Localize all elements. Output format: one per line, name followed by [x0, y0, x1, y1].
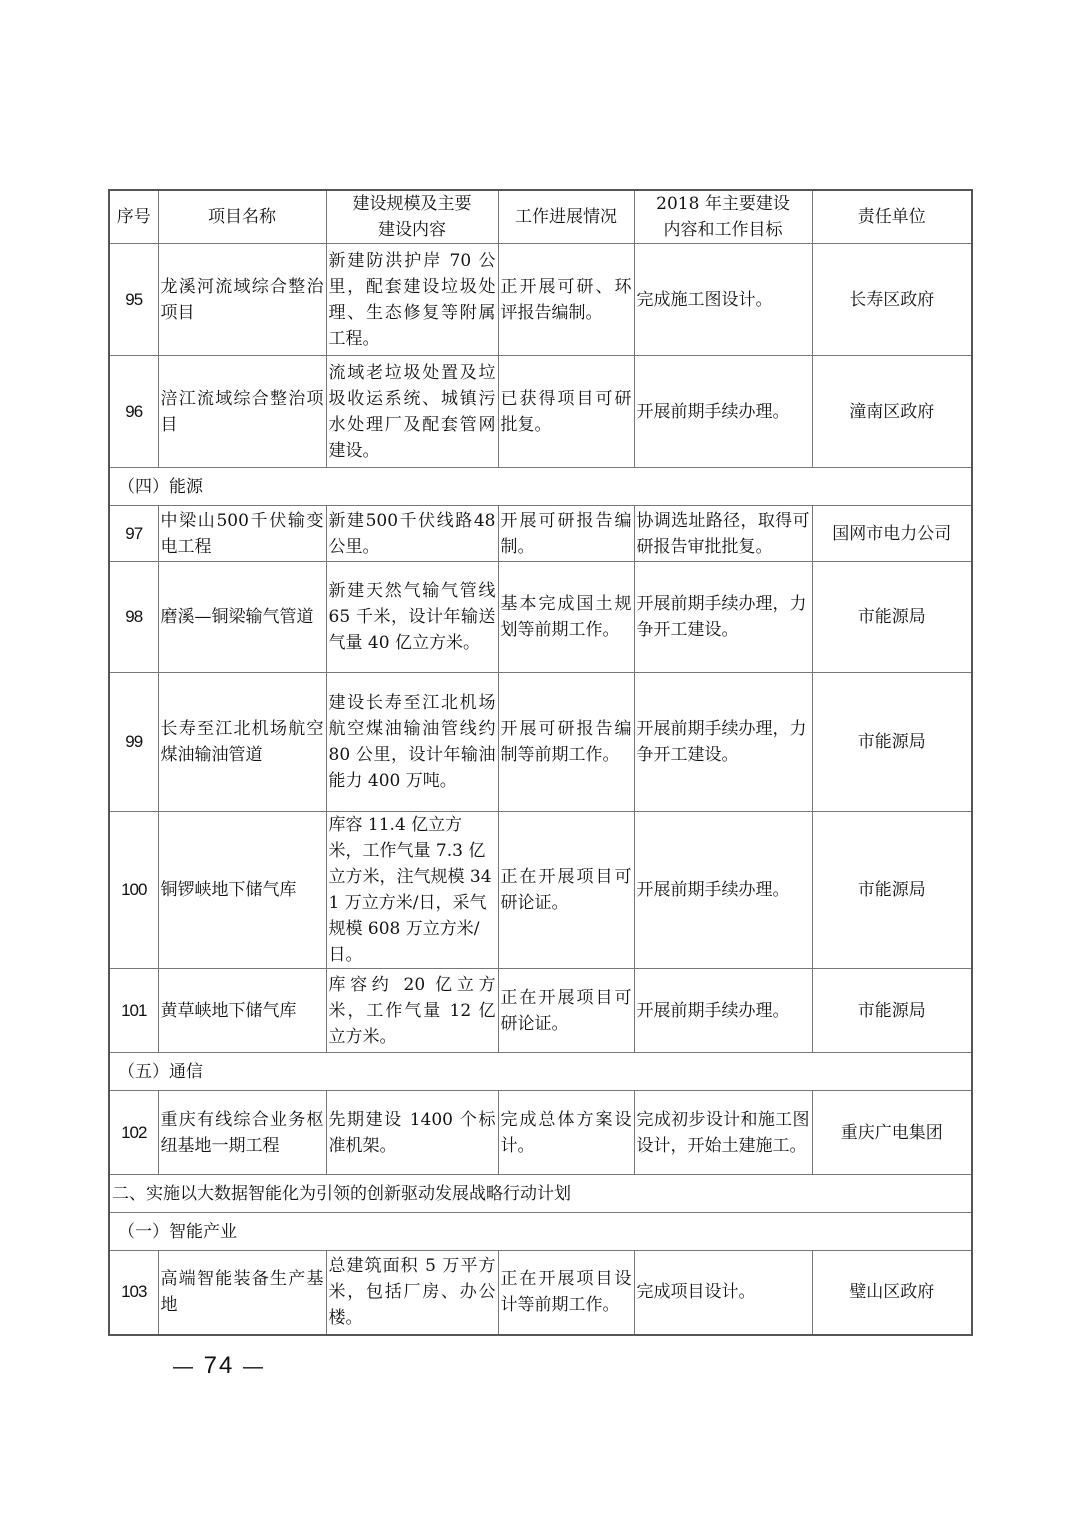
- row-scale: 新建天然气输气管线 65 千米，设计年输送气量 40 亿立方米。: [326, 562, 498, 673]
- row-target: 开展前期手续办理。: [634, 969, 812, 1053]
- header-name: 项目名称: [158, 190, 326, 244]
- project-table: [108, 189, 973, 1336]
- row-target: 协调选址路径，取得可研报告审批批复。: [634, 506, 812, 562]
- row-name: 磨溪—铜梁输气管道: [158, 562, 326, 673]
- row-scale: 库容约 20 亿立方米，工作气量 12 亿立方米。: [326, 969, 498, 1053]
- row-no: 103: [109, 1251, 158, 1335]
- row-target: 开展前期手续办理，力争开工建设。: [634, 673, 812, 812]
- footer-dash-left: —: [173, 1356, 195, 1378]
- table-row: [109, 244, 972, 356]
- row-scale: 先期建设 1400 个标准机架。: [326, 1091, 498, 1175]
- row-unit: 璧山区政府: [812, 1251, 972, 1335]
- row-no: 98: [109, 562, 158, 673]
- row-progress: 开展可研报告编制。: [498, 506, 634, 562]
- section-energy: （四）能源: [109, 468, 972, 506]
- row-unit: 重庆广电集团: [812, 1091, 972, 1175]
- row-progress: 正在开展项目可研论证。: [498, 969, 634, 1053]
- row-no: 95: [109, 244, 158, 356]
- row-target: 完成初步设计和施工图设计，开始土建施工。: [634, 1091, 812, 1175]
- row-target: 完成施工图设计。: [634, 244, 812, 356]
- row-no: 96: [109, 356, 158, 468]
- row-target: 完成项目设计。: [634, 1251, 812, 1335]
- row-name: 黄草峡地下储气库: [158, 969, 326, 1053]
- row-no: 102: [109, 1091, 158, 1175]
- row-name: 中梁山500千伏输变电工程: [158, 506, 326, 562]
- row-unit: 国网市电力公司: [812, 506, 972, 562]
- table-row: [109, 506, 972, 562]
- table-row: [109, 1251, 972, 1335]
- major-section-row: [109, 1175, 972, 1213]
- row-unit: 市能源局: [812, 673, 972, 812]
- row-name: 高端智能装备生产基地: [158, 1251, 326, 1335]
- row-scale: 新建防洪护岸 70 公里，配套建设垃圾处理、生态修复等附属工程。: [326, 244, 498, 356]
- section-row: [109, 1213, 972, 1251]
- row-name: 重庆有线综合业务枢纽基地一期工程: [158, 1091, 326, 1175]
- row-name: 龙溪河流域综合整治项目: [158, 244, 326, 356]
- row-scale: 流域老垃圾处置及垃圾收运系统、城镇污水处理厂及配套管网建设。: [326, 356, 498, 468]
- header-scale: 建设规模及主要 建设内容: [326, 190, 498, 244]
- row-unit: 长寿区政府: [812, 244, 972, 356]
- row-unit: 市能源局: [812, 969, 972, 1053]
- row-progress: 正在开展项目可研论证。: [498, 812, 634, 969]
- row-no: 100: [109, 812, 158, 969]
- page-number: 74: [203, 1352, 235, 1379]
- row-progress: 正在开展项目设计等前期工作。: [498, 1251, 634, 1335]
- row-progress: 基本完成国土规划等前期工作。: [498, 562, 634, 673]
- row-no: 99: [109, 673, 158, 812]
- row-progress: 正开展可研、环评报告编制。: [498, 244, 634, 356]
- row-target: 开展前期手续办理，力争开工建设。: [634, 562, 812, 673]
- row-target: 开展前期手续办理。: [634, 356, 812, 468]
- footer-dash-right: —: [243, 1356, 266, 1378]
- row-no: 101: [109, 969, 158, 1053]
- table-row: [109, 356, 972, 468]
- header-target: 2018 年主要建设 内容和工作目标: [634, 190, 812, 244]
- section-telecom: （五）通信: [109, 1053, 972, 1091]
- table-row: [109, 969, 972, 1053]
- row-name: 涪江流域综合整治项目: [158, 356, 326, 468]
- row-name: 铜锣峡地下储气库: [158, 812, 326, 969]
- header-no: 序号: [109, 190, 158, 244]
- row-unit: 市能源局: [812, 812, 972, 969]
- header-progress: 工作进展情况: [498, 190, 634, 244]
- table-row: [109, 562, 972, 673]
- row-progress: 已获得项目可研批复。: [498, 356, 634, 468]
- section-row: [109, 468, 972, 506]
- row-scale: 新建500千伏线路48公里。: [326, 506, 498, 562]
- row-scale: 总建筑面积 5 万平方米，包括厂房、办公楼。: [326, 1251, 498, 1335]
- table-row: [109, 1091, 972, 1175]
- table-row: [109, 673, 972, 812]
- header-unit: 责任单位: [812, 190, 972, 244]
- row-unit: 市能源局: [812, 562, 972, 673]
- page-footer: [173, 1352, 265, 1380]
- table-row: [109, 812, 972, 969]
- section-smart-industry: （一）智能产业: [109, 1213, 972, 1251]
- row-scale: 建设长寿至江北机场航空煤油输油管线约 80 公里，设计年输油能力 400 万吨。: [326, 673, 498, 812]
- row-target: 开展前期手续办理。: [634, 812, 812, 969]
- row-scale: 库容 11.4 亿立方米，工作气量 7.3 亿立方米，注气规模 341 万立方米/日，采气规模 608 万立方米/日。: [326, 812, 498, 969]
- row-name: 长寿至江北机场航空煤油输油管道: [158, 673, 326, 812]
- row-progress: 开展可研报告编制等前期工作。: [498, 673, 634, 812]
- row-no: 97: [109, 506, 158, 562]
- major-section-innovation: 二、实施以大数据智能化为引领的创新驱动发展战略行动计划: [109, 1175, 972, 1213]
- row-unit: 潼南区政府: [812, 356, 972, 468]
- table-header-row: [109, 190, 972, 244]
- row-progress: 完成总体方案设计。: [498, 1091, 634, 1175]
- section-row: [109, 1053, 972, 1091]
